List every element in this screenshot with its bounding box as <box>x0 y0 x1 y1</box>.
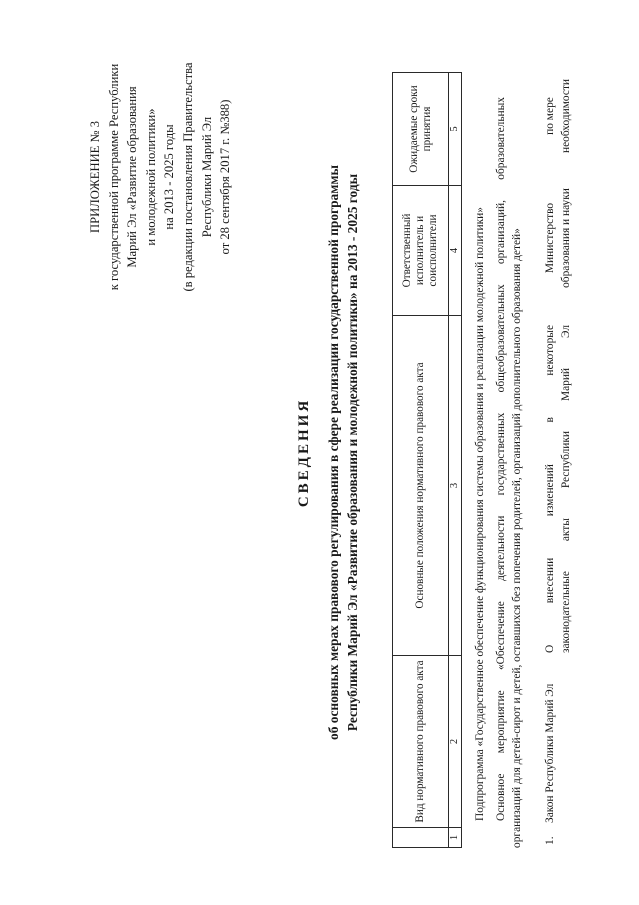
header-cell-executor: Ответственный исполнитель и соисполнители <box>393 186 449 316</box>
header-cell-provisions: Основные положения нормативного правового акта <box>393 316 449 656</box>
row-act-type: Закон Республики Марий Эл <box>544 683 556 823</box>
header-cell-act-type: Вид нормативного правового акта <box>393 656 449 828</box>
table-header-row <box>393 73 449 848</box>
appendix-line-7: Республики Марий Эл <box>199 116 214 238</box>
appendix-line-2: к государственной программе Республики <box>106 63 121 291</box>
row-number: 1. <box>544 836 556 845</box>
measure-line-2: организаций для детей-сирот и детей, оставшихся без попечения родителей, организаций дополнительного образования детей» <box>511 228 523 848</box>
header-cell-deadline: Ожидаемые сроки принятия <box>393 73 449 186</box>
column-number-2: 2 <box>449 656 462 828</box>
column-number-5: 5 <box>449 73 462 186</box>
row-deadline-line-2: необходимости <box>560 78 572 154</box>
document-subtitle-line-1: об основных мерах правового регулирования в сфере реализации государственной программы <box>326 165 341 740</box>
appendix-line-1: ПРИЛОЖЕНИЕ № 3 <box>88 121 102 233</box>
subprogram-heading: Подпрограмма «Государственное обеспечение функционирования системы образования и реализации молодежной политики» <box>474 207 486 821</box>
legal-measures-table <box>392 72 462 848</box>
column-number-4: 4 <box>449 186 462 316</box>
appendix-line-3: Марий Эл «Развитие образования <box>125 86 140 268</box>
document-subtitle-line-2: Республики Марий Эл «Развитие образования и молодежной политики» на 2013 - 2025 годы <box>345 173 360 732</box>
row-executor-line-1: Министерство <box>544 202 556 274</box>
column-number-1: 1 <box>449 828 462 848</box>
row-provisions-line-2: законодательные акты Республики Марий Эл <box>560 325 572 653</box>
document-title: СВЕДЕНИЯ <box>296 397 312 508</box>
appendix-line-4: и молодежной политики» <box>143 108 158 246</box>
appendix-line-5: на 2013 - 2025 годы <box>162 124 177 230</box>
row-deadline-line-1: по мере <box>544 97 556 135</box>
table-column-numbers-row <box>449 73 462 848</box>
appendix-block <box>86 49 235 305</box>
measure-line-1: Основное мероприятие «Обеспечение деятельности государственных общеобразовательных организаций, образовательных <box>495 97 507 821</box>
appendix-line-8: от 28 сентября 2017 г. №388) <box>218 99 233 255</box>
appendix-line-6: (в редакции постановления Правительства <box>180 62 195 292</box>
row-provisions-line-1: О внесении изменений в некоторые <box>544 325 556 653</box>
row-executor-line-2: образования и науки <box>560 188 572 288</box>
header-cell-number <box>393 828 449 848</box>
column-number-3: 3 <box>449 316 462 656</box>
